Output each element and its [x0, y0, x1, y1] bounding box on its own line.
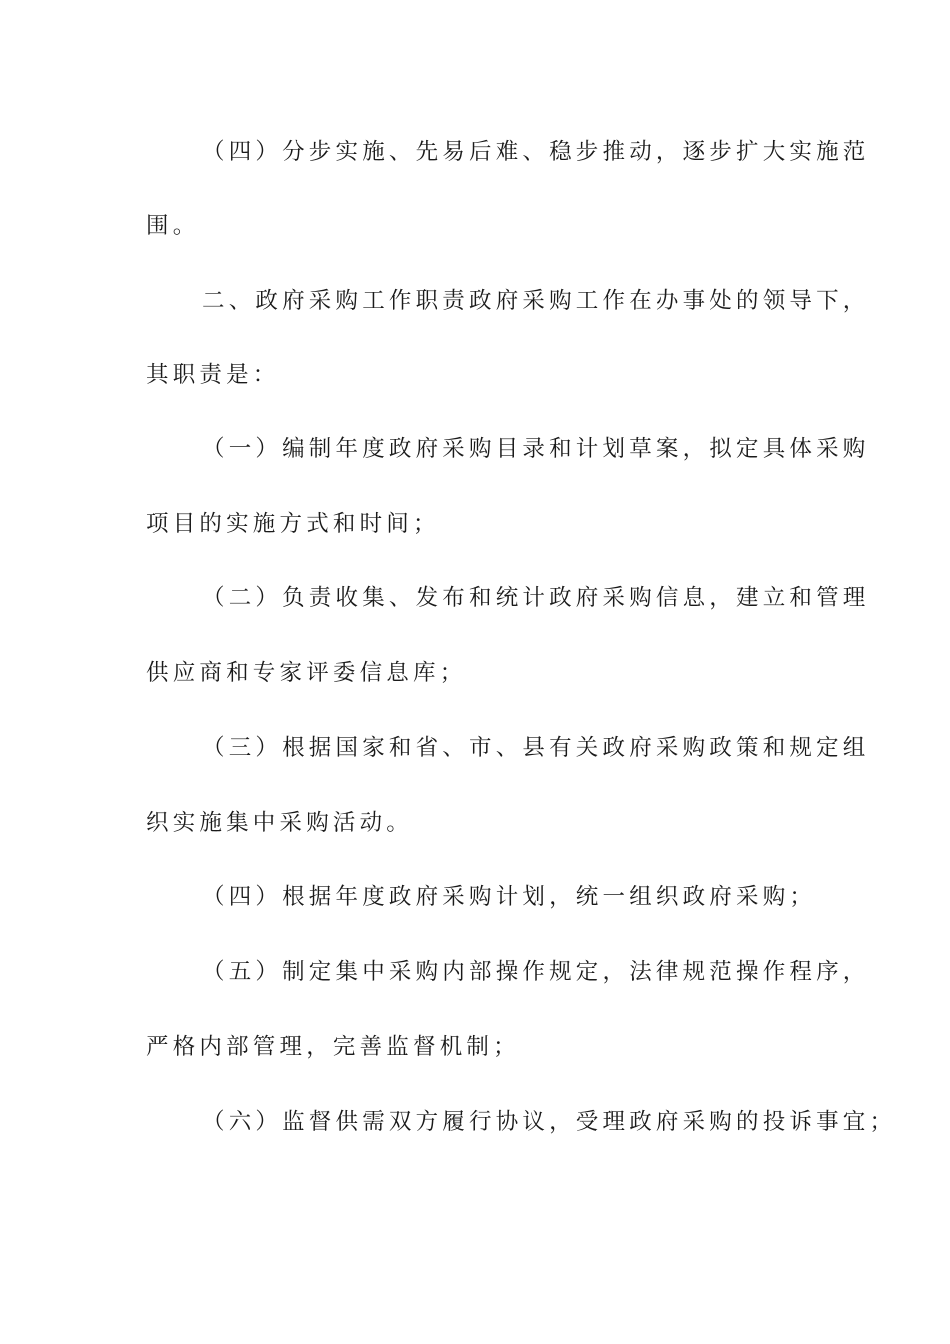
list-item-line: 织实施集中采购活动。	[146, 810, 414, 836]
paragraph-line: （四）分步实施、先易后难、稳步推动，逐步扩大实施范	[202, 139, 870, 165]
list-item-line: （六）监督供需双方履行协议，受理政府采购的投诉事宜；	[202, 1109, 897, 1135]
list-item-line: （三）根据国家和省、市、县有关政府采购政策和规定组	[202, 735, 870, 761]
paragraph-line: 围。	[146, 213, 200, 239]
list-item-line: （五）制定集中采购内部操作规定，法律规范操作程序，	[202, 959, 870, 985]
list-item-line: 项目的实施方式和时间；	[146, 511, 440, 537]
list-item-line: （四）根据年度政府采购计划，统一组织政府采购；	[202, 884, 817, 910]
list-item-line: （一）编制年度政府采购目录和计划草案，拟定具体采购	[202, 436, 870, 462]
list-item-line: （二）负责收集、发布和统计政府采购信息，建立和管理	[202, 585, 870, 611]
list-item-line: 严格内部管理，完善监督机制；	[146, 1034, 520, 1060]
list-item-line: 供应商和专家评委信息库；	[146, 660, 467, 686]
paragraph-line: 其职责是：	[146, 362, 280, 388]
section-heading-line: 二、政府采购工作职责政府采购工作在办事处的领导下，	[202, 288, 870, 314]
